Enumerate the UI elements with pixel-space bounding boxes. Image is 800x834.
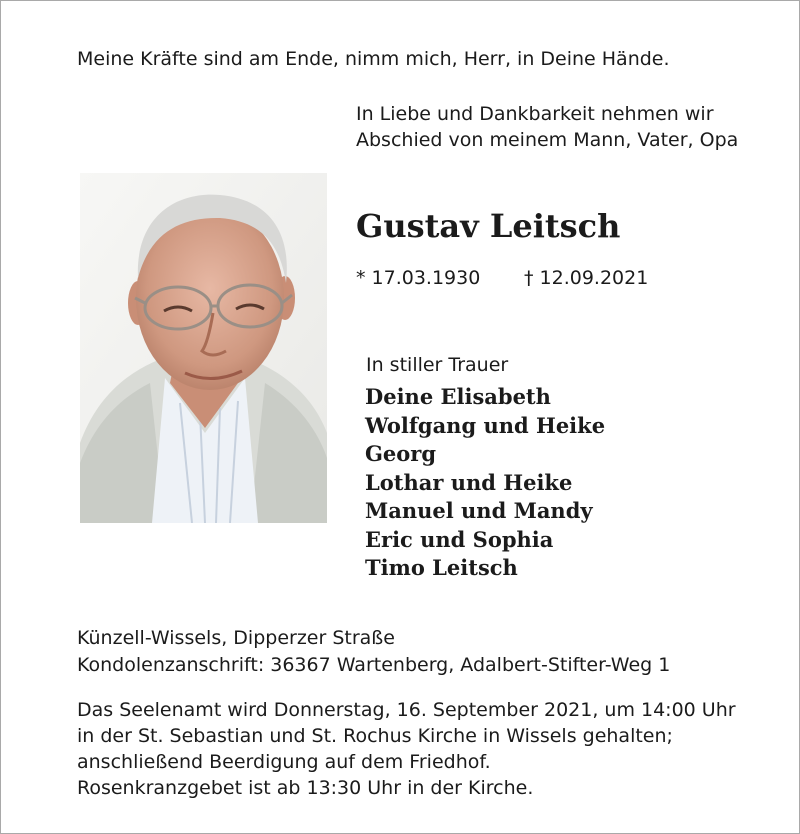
portrait-photo	[80, 173, 327, 523]
mourner-name: Lothar und Heike	[365, 469, 573, 495]
intro-line-1: In Liebe und Dankbarkeit nehmen wir	[356, 103, 714, 125]
service-line-1: Das Seelenamt wird Donnerstag, 16. September 2021, um 14:00 Uhr	[77, 699, 736, 721]
residence-address: Künzell-Wissels, Dipperzer Straße	[77, 627, 395, 649]
death-date: † 12.09.2021	[524, 267, 649, 289]
mourner-name: Eric und Sophia	[365, 526, 554, 552]
quote-text: Meine Kräfte sind am Ende, nimm mich, Herr, in Deine Hände.	[77, 48, 670, 70]
mourner-name: Georg	[365, 441, 437, 466]
condolence-address: Kondolenzanschrift: 36367 Wartenberg, Adalbert-Stifter-Weg 1	[77, 654, 671, 676]
mourner-name: Deine Elisabeth	[365, 384, 551, 409]
deceased-name: Gustav Leitsch	[356, 207, 621, 245]
portrait-illustration	[80, 173, 327, 523]
service-line-3: anschließend Beerdigung auf dem Friedhof.	[77, 751, 491, 773]
birth-date: * 17.03.1930	[356, 267, 481, 289]
service-line-2: in der St. Sebastian und St. Rochus Kirche in Wissels gehalten;	[77, 725, 673, 747]
intro-line-2: Abschied von meinem Mann, Vater, Opa	[356, 129, 739, 151]
mourner-name: Timo Leitsch	[365, 555, 518, 580]
mourner-names-list	[365, 383, 605, 583]
service-line-4: Rosenkranzgebet ist ab 13:30 Uhr in der Kirche.	[77, 777, 534, 799]
mourner-name: Manuel und Mandy	[365, 498, 593, 523]
mourners-heading: In stiller Trauer	[366, 354, 509, 376]
mourner-name: Wolfgang und Heike	[365, 412, 606, 438]
